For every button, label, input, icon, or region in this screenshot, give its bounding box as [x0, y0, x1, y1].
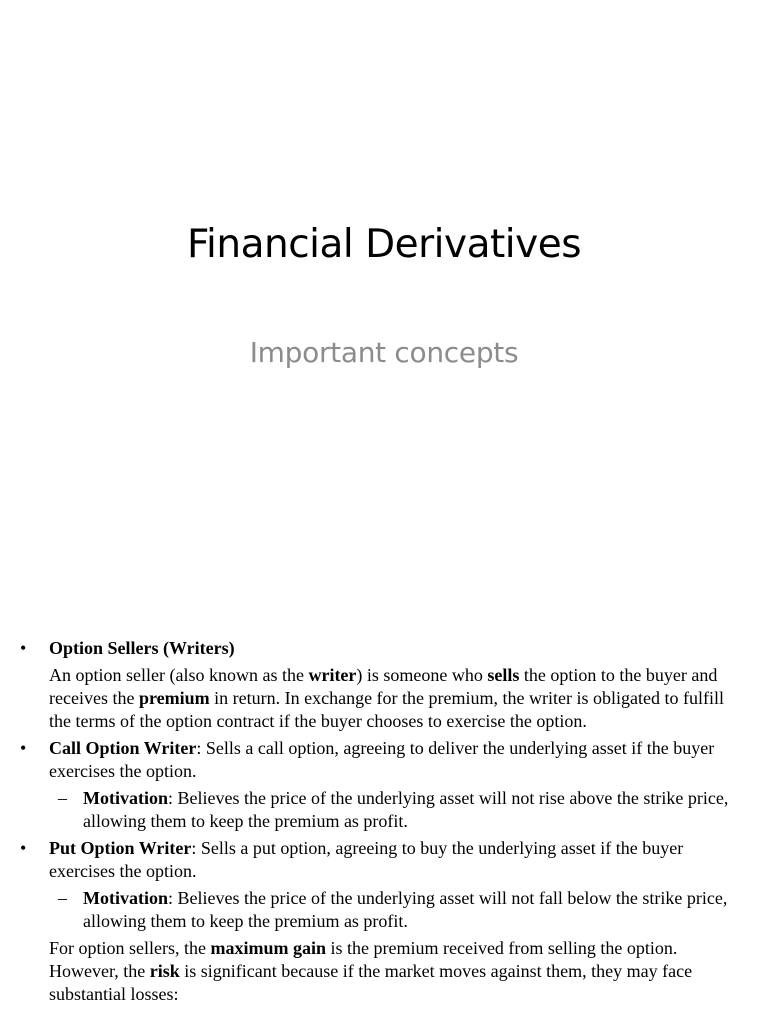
intro-bold-premium: premium — [138, 688, 210, 708]
dash-bullet-icon: – — [58, 788, 67, 808]
summary-bold-max-gain: maximum gain — [210, 938, 326, 958]
call-writer-desc: : Sells a call option, agreeing to deliver the underlying asset if the buyer exercises the option. — [49, 738, 715, 781]
intro-text: in return. In exchange for the premium, the writer is obligated to fulfill the terms of the option contract if the buyer chooses to exercise the option. — [49, 688, 724, 731]
summary-paragraph — [49, 937, 738, 1006]
slide-subtitle: Important concepts — [249, 336, 519, 369]
summary-text: is the premium received from selling the option. However, the — [49, 938, 678, 981]
bullet-item-put-writer — [20, 837, 738, 883]
intro-text: ) is someone who — [356, 665, 488, 685]
put-writer-term: Put Option Writer — [49, 838, 192, 858]
intro-text: An option seller (also known as the — [49, 665, 309, 685]
intro-text: the option to the buyer and receives the — [49, 665, 718, 708]
summary-text: For option sellers, the — [49, 938, 211, 958]
bullet-icon: • — [20, 738, 27, 758]
put-motivation-desc: : Believes the price of the underlying asset will not fall below the strike price, allowing them to keep the premium as profit. — [83, 888, 728, 931]
dash-bullet-icon: – — [58, 888, 67, 908]
call-writer-term: Call Option Writer — [49, 738, 197, 758]
sub-item-put-motivation — [58, 887, 738, 933]
summary-text: is significant because if the market moves against them, they may face substantial losses: — [49, 961, 693, 1004]
slide-content — [0, 637, 768, 1006]
call-motivation-desc: : Believes the price of the underlying asset will not rise above the strike price, allowing them to keep the premium as profit. — [83, 788, 729, 831]
section-heading: Option Sellers (Writers) — [49, 638, 235, 658]
bullet-icon: • — [20, 838, 27, 858]
bullet-item-call-writer — [20, 737, 738, 783]
call-motivation-term: Motivation — [83, 788, 168, 808]
intro-bold-writer: writer — [308, 665, 357, 685]
put-writer-desc: : Sells a put option, agreeing to buy the underlying asset if the buyer exercises the option. — [49, 838, 684, 881]
summary-bold-risk: risk — [149, 961, 180, 981]
bullet-icon: • — [20, 638, 27, 658]
sub-item-call-motivation — [58, 787, 738, 833]
intro-bold-sells: sells — [487, 665, 520, 685]
slide-title: Financial Derivatives — [186, 222, 582, 267]
intro-paragraph — [49, 664, 738, 733]
bullet-item-option-sellers — [20, 637, 738, 660]
put-motivation-term: Motivation — [83, 888, 168, 908]
